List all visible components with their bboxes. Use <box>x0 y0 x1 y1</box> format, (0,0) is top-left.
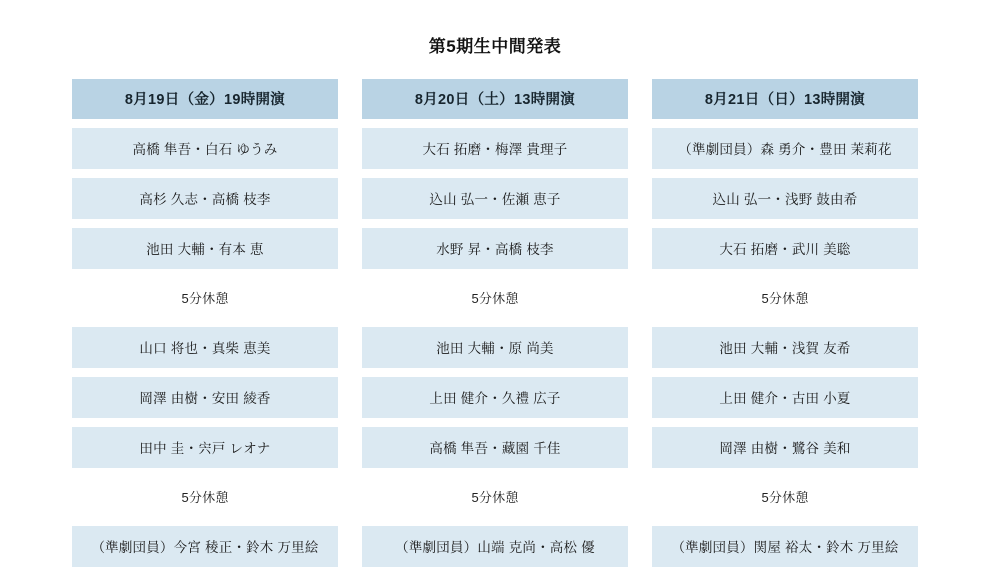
break-item: 5分休憩 <box>761 291 809 306</box>
break-item: 5分休憩 <box>471 291 519 306</box>
list-item: 上田 健介・古田 小夏 <box>652 377 918 418</box>
list-item: （準劇団員）今宮 稜正・鈴木 万里絵 <box>72 526 338 567</box>
break-item: 5分休憩 <box>761 490 809 505</box>
list-item: 込山 弘一・浅野 鼓由希 <box>652 178 918 219</box>
schedule-column-day1 <box>72 79 338 567</box>
list-item: 高橋 隼吾・藏園 千佳 <box>362 427 628 468</box>
list-item: 田中 圭・宍戸 レオナ <box>72 427 338 468</box>
list-item: （準劇団員）関屋 裕太・鈴木 万里絵 <box>652 526 918 567</box>
list-item: 込山 弘一・佐瀬 恵子 <box>362 178 628 219</box>
column-header-day1: 8月19日（金）19時開演 <box>72 79 338 119</box>
list-item: 岡澤 由樹・鷺谷 美和 <box>652 427 918 468</box>
list-item: 大石 拓磨・梅澤 貴理子 <box>362 128 628 169</box>
list-item: 池田 大輔・浅賀 友希 <box>652 327 918 368</box>
list-item: 上田 健介・久禮 広子 <box>362 377 628 418</box>
break-item: 5分休憩 <box>471 490 519 505</box>
schedule-column-day3 <box>652 79 918 567</box>
schedule-column-day2 <box>362 79 628 567</box>
list-item: 岡澤 由樹・安田 綾香 <box>72 377 338 418</box>
list-item: 水野 昇・高橋 枝李 <box>362 228 628 269</box>
list-item: 池田 大輔・有本 恵 <box>72 228 338 269</box>
list-item: （準劇団員）山端 克尚・高松 優 <box>362 526 628 567</box>
schedule-columns <box>0 57 990 567</box>
break-item: 5分休憩 <box>181 291 229 306</box>
break-item: 5分休憩 <box>181 490 229 505</box>
list-item: （準劇団員）森 勇介・豊田 茉莉花 <box>652 128 918 169</box>
list-item: 大石 拓磨・武川 美聡 <box>652 228 918 269</box>
list-item: 池田 大輔・原 尚美 <box>362 327 628 368</box>
list-item: 高杉 久志・高橋 枝李 <box>72 178 338 219</box>
list-item: 高橋 隼吾・白石 ゆうみ <box>72 128 338 169</box>
page-title: 第5期生中間発表 <box>428 37 562 56</box>
list-item: 山口 将也・真柴 恵美 <box>72 327 338 368</box>
column-header-day2: 8月20日（土）13時開演 <box>362 79 628 119</box>
column-header-day3: 8月21日（日）13時開演 <box>652 79 918 119</box>
